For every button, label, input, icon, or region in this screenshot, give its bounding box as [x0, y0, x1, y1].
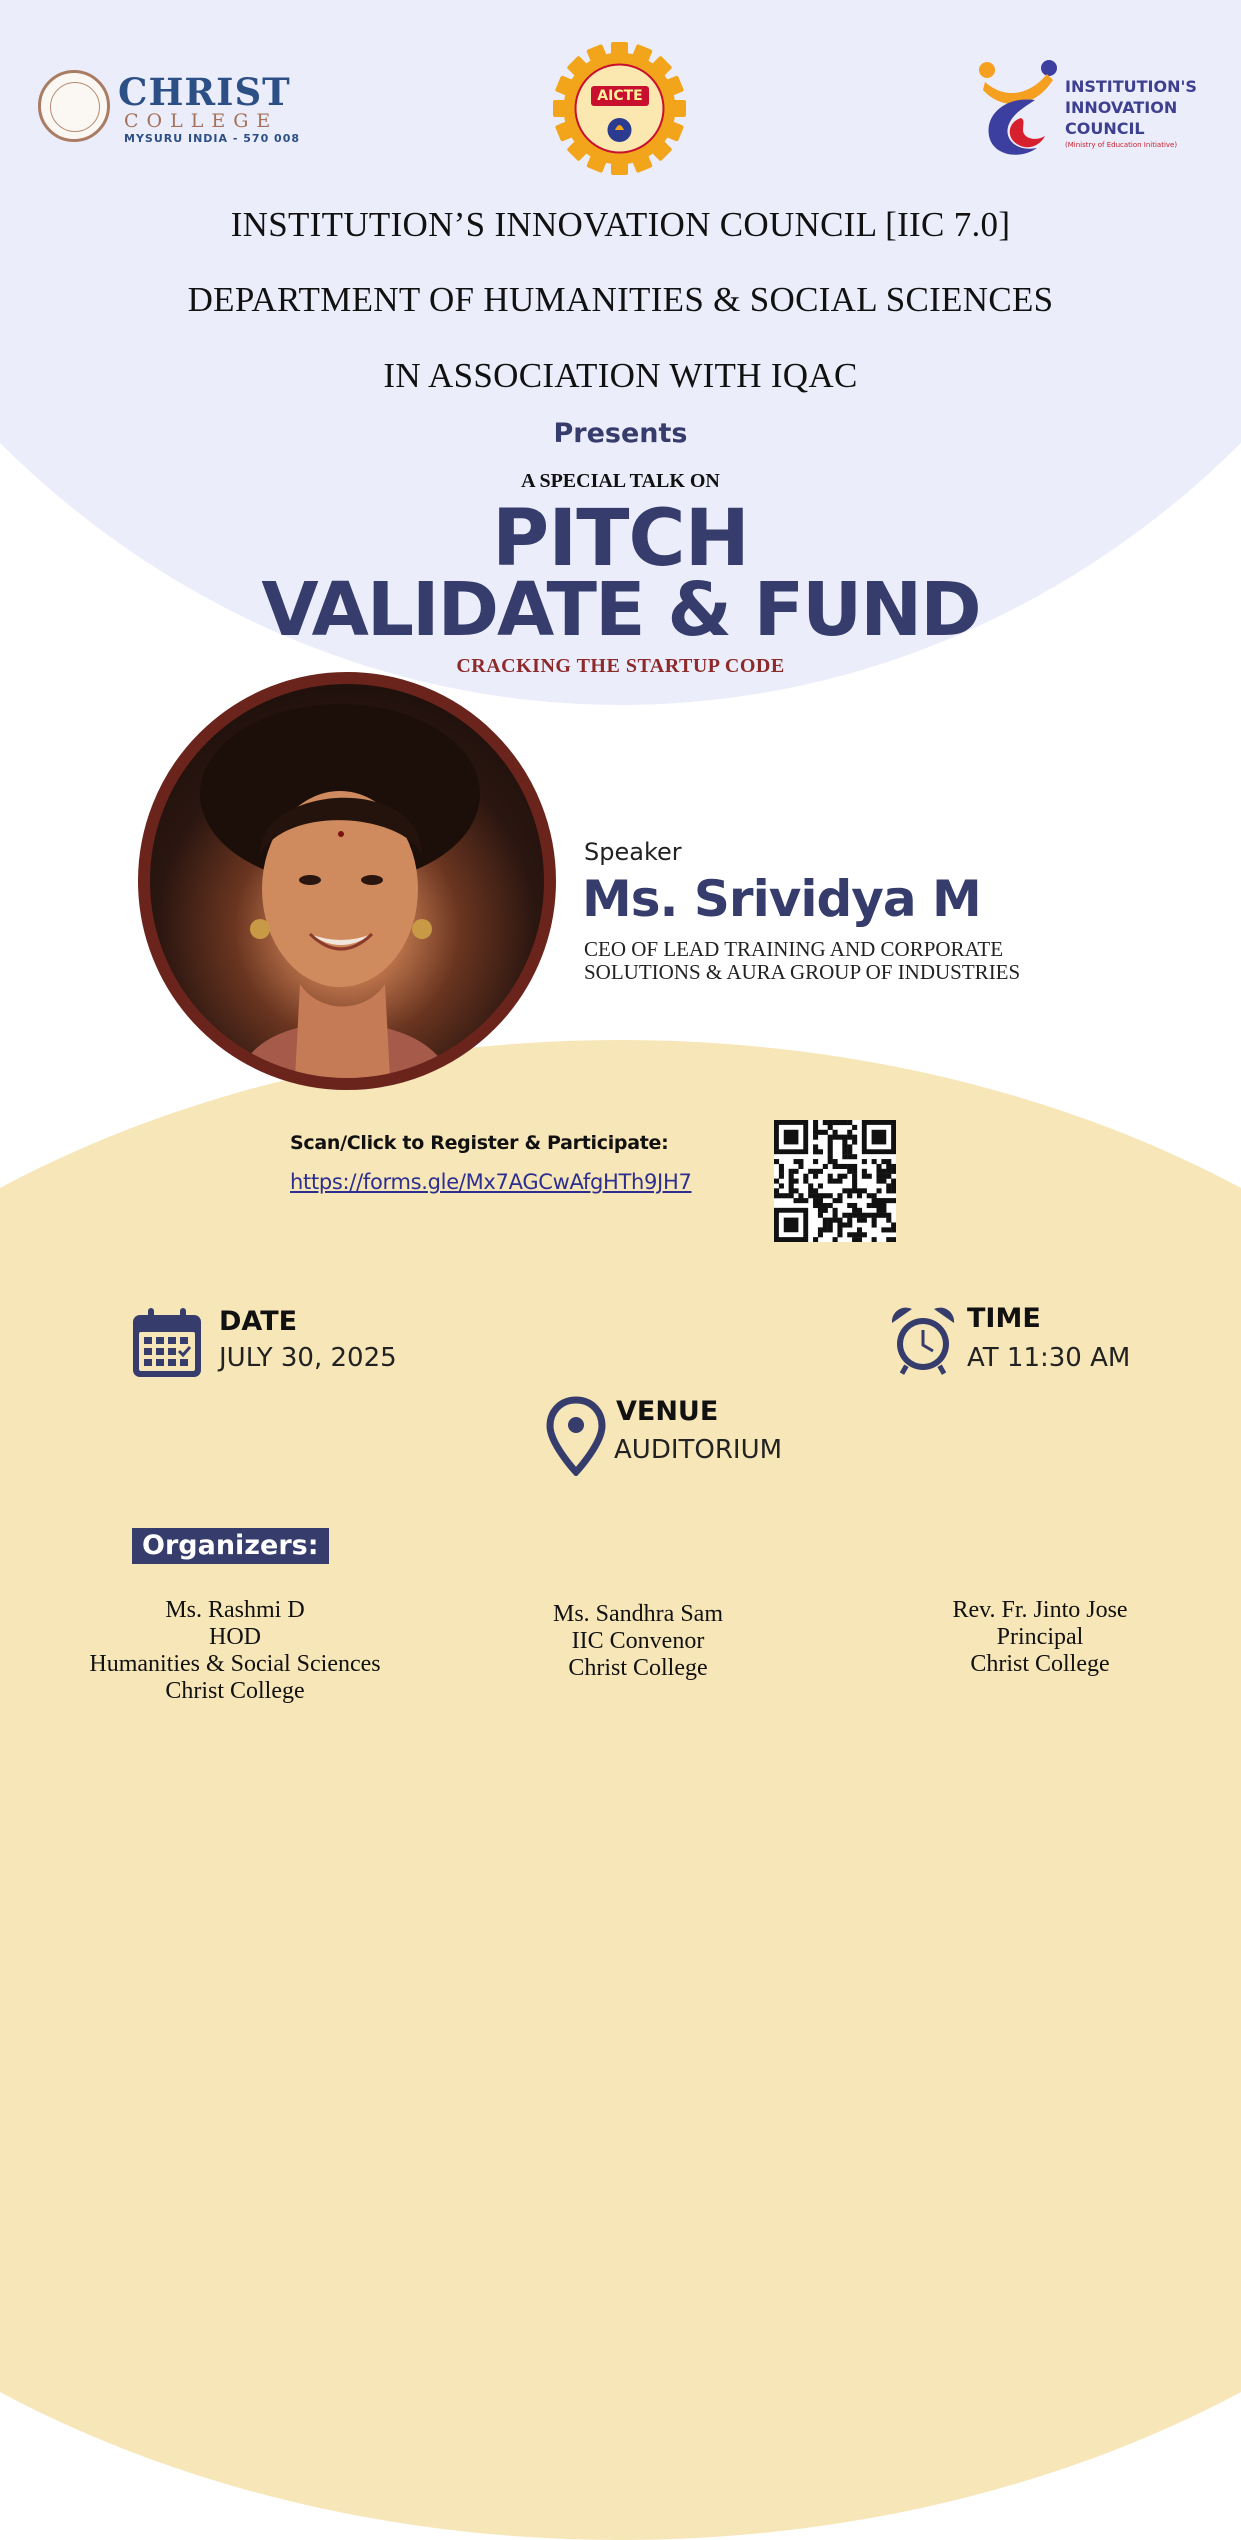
qr-code-icon	[774, 1120, 896, 1242]
venue-label: VENUE	[616, 1396, 719, 1427]
speaker-label: Speaker	[584, 838, 682, 866]
special-talk-text: A SPECIAL TALK ON	[521, 470, 720, 492]
time-value: AT 11:30 AM	[967, 1343, 1131, 1373]
college-seal-icon	[38, 70, 110, 142]
presents-text: Presents	[553, 418, 688, 449]
header-line-iic: INSTITUTION’S INNOVATION COUNCIL [IIC 7.0]	[230, 205, 1011, 244]
speaker-portrait-icon	[150, 684, 544, 1078]
iic-subtext: (Ministry of Education Initiative)	[1065, 141, 1178, 149]
talk-subtitle: CRACKING THE STARTUP CODE	[456, 655, 785, 677]
talk-title-line1: PITCH	[492, 494, 749, 584]
gear-icon	[553, 42, 686, 175]
register-link[interactable]: https://forms.gle/Mx7AGCwAfgHTh9JH7	[290, 1170, 692, 1194]
calendar-icon	[130, 1306, 204, 1380]
college-name: CHRIST	[118, 70, 291, 114]
organizer-hod: Ms. Rashmi D HOD Humanities & Social Sciences Christ College	[89, 1597, 381, 1704]
speaker-name: Ms. Srividya M	[582, 870, 981, 928]
college-address: MYSURU INDIA - 570 008	[124, 132, 301, 145]
christ-college-logo	[38, 70, 308, 150]
date-label: DATE	[219, 1306, 298, 1337]
talk-title-line2: VALIDATE & FUND	[261, 567, 980, 653]
qr-code[interactable]	[774, 1120, 896, 1242]
location-pin-icon	[546, 1396, 606, 1476]
alarm-clock-icon	[888, 1305, 958, 1375]
speaker-role: CEO OF LEAD TRAINING AND CORPORATE SOLUTIONS & AURA GROUP OF INDUSTRIES	[584, 937, 1021, 984]
register-label: Scan/Click to Register & Participate:	[290, 1132, 669, 1154]
organizer-convenor: Ms. Sandhra Sam IIC Convenor Christ College	[553, 1601, 723, 1681]
iic-text: INSTITUTION'S INNOVATION COUNCIL	[1065, 77, 1197, 138]
organizer-principal: Rev. Fr. Jinto Jose Principal Christ College	[952, 1597, 1128, 1677]
iic-emblem-icon	[975, 60, 1065, 160]
venue-value: AUDITORIUM	[614, 1435, 783, 1465]
bottom-background-band	[0, 1040, 1241, 2540]
iic-logo	[975, 60, 1215, 160]
date-value: JULY 30, 2025	[219, 1343, 397, 1373]
organizers-label: Organizers:	[132, 1528, 329, 1564]
speaker-photo	[138, 672, 556, 1090]
college-subname: COLLEGE	[124, 110, 279, 132]
header-line-department: DEPARTMENT OF HUMANITIES & SOCIAL SCIENCES	[187, 280, 1054, 319]
header-line-association: IN ASSOCIATION WITH IQAC	[383, 356, 858, 395]
aicte-label: AICTE	[591, 86, 649, 106]
time-label: TIME	[967, 1303, 1041, 1334]
aicte-logo	[553, 42, 686, 175]
